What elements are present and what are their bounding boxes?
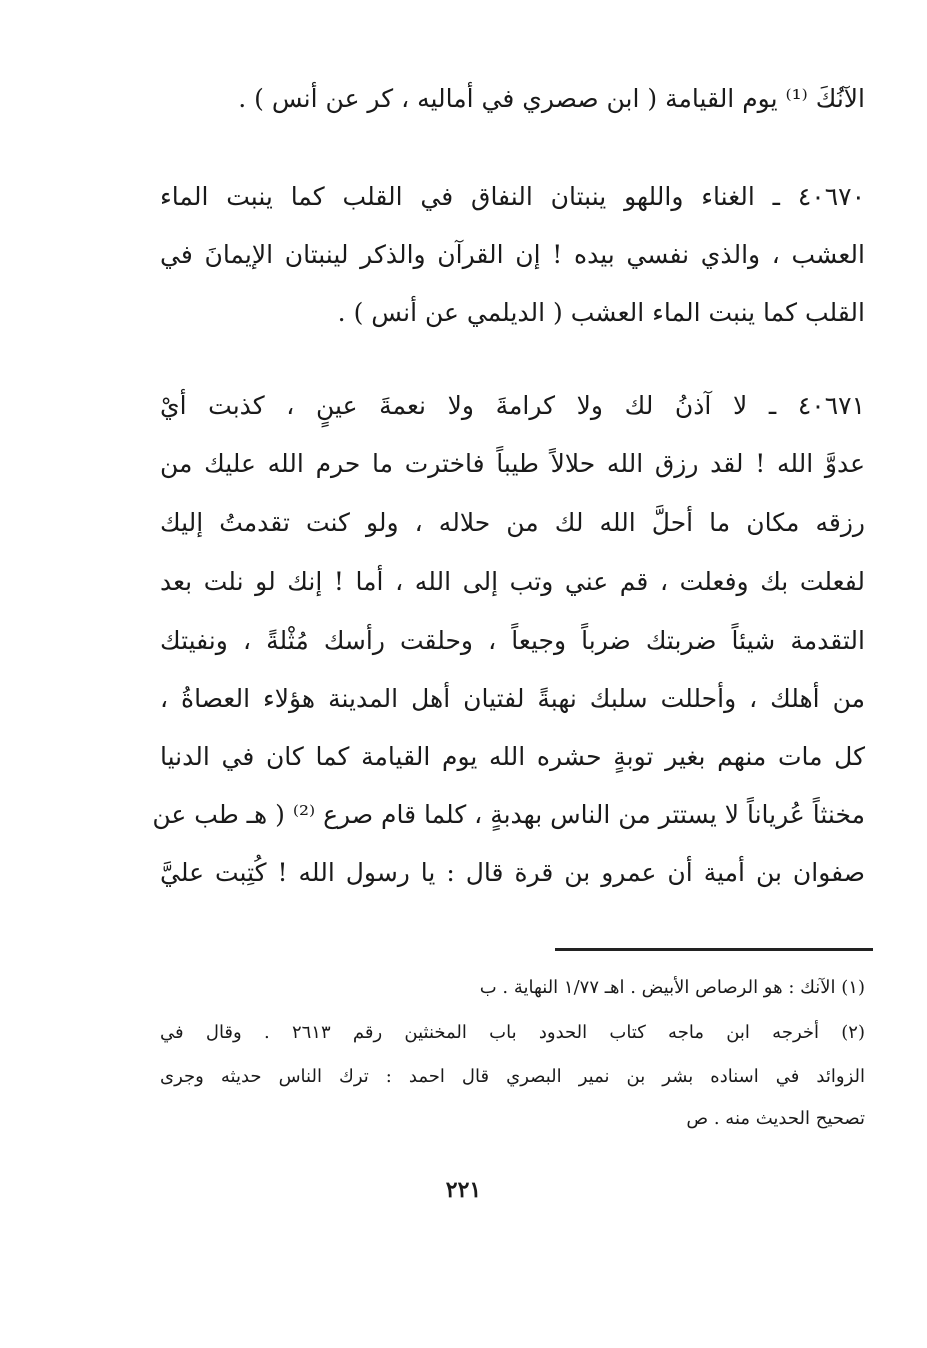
text-line: لفعلت بك وفعلت ، قم عني وتب إلى الله ، أما ! إنك لو نلت بعد xyxy=(160,567,865,596)
text-line: مخنثاً عُرياناً لا يستتر من الناس بهدبةٍ ، كلما قام صرع ⁽²⁾ ( هـ طب عن xyxy=(152,800,865,829)
text-line: كل مات منهم بغير توبةٍ حشره الله يوم القيامة كما كان في الدنيا xyxy=(160,742,865,771)
text-line: رزقه مكان ما أحلَّ الله لك من حلاله ، ولو كنت تقدمتُ إليك xyxy=(160,508,865,537)
footnote-line: تصحيح الحديث منه . ص xyxy=(686,1108,865,1129)
text-line: القلب كما ينبت الماء العشب ( الديلمي عن أنس ) . xyxy=(337,298,865,327)
text-line: عدوَّ الله ! لقد رزق الله حلالاً طيباً فاخترت ما حرم الله عليك من xyxy=(160,449,865,478)
text-line: التقدمة شيئاً ضربتك ضرباً وجيعاً ، وحلقت رأسك مُثْلةً ، ونفيتك xyxy=(160,626,865,655)
text-line: صفوان بن أمية أن عمرو بن قرة قال : يا رسول الله ! كُتِبت عليَّ xyxy=(160,858,865,887)
footnote-line: (٢) أخرجه ابن ماجه كتاب الحدود باب المخنثين رقم ٢٦١٣ . وقال في xyxy=(160,1022,865,1043)
text-line: ٤٠٦٧٠ ـ الغناء واللهو ينبتان النفاق في القلب كما ينبت الماء xyxy=(160,182,865,211)
text-line: من أهلك ، وأحللت سلبك نهبةً لفتيان أهل المدينة هؤلاء العصاةُ ، xyxy=(160,684,865,713)
text-line: الآنُكَ ⁽¹⁾ يوم القيامة ( ابن صصري في أماليه ، كر عن أنس ) . xyxy=(238,84,865,113)
text-line: العشب ، والذي نفسي بيده ! إن القرآن والذكر لينبتان الإيمانَ في xyxy=(160,240,865,269)
footnote-line: (١) الآنك : هو الرصاص الأبيض . اهـ ١/٧٧ النهاية . ب xyxy=(479,977,865,998)
footnote-line: الزوائد في اسناده بشر بن نمير البصري قال احمد : ترك الناس حديثه وجرى xyxy=(160,1066,865,1087)
text-line: ٤٠٦٧١ ـ لا آذنُ لك ولا كرامةَ ولا نعمةَ عينٍ ، كذبت أيْ xyxy=(160,391,865,420)
page-number: ٢٢١ xyxy=(445,1177,482,1203)
footnote-separator xyxy=(555,948,873,951)
